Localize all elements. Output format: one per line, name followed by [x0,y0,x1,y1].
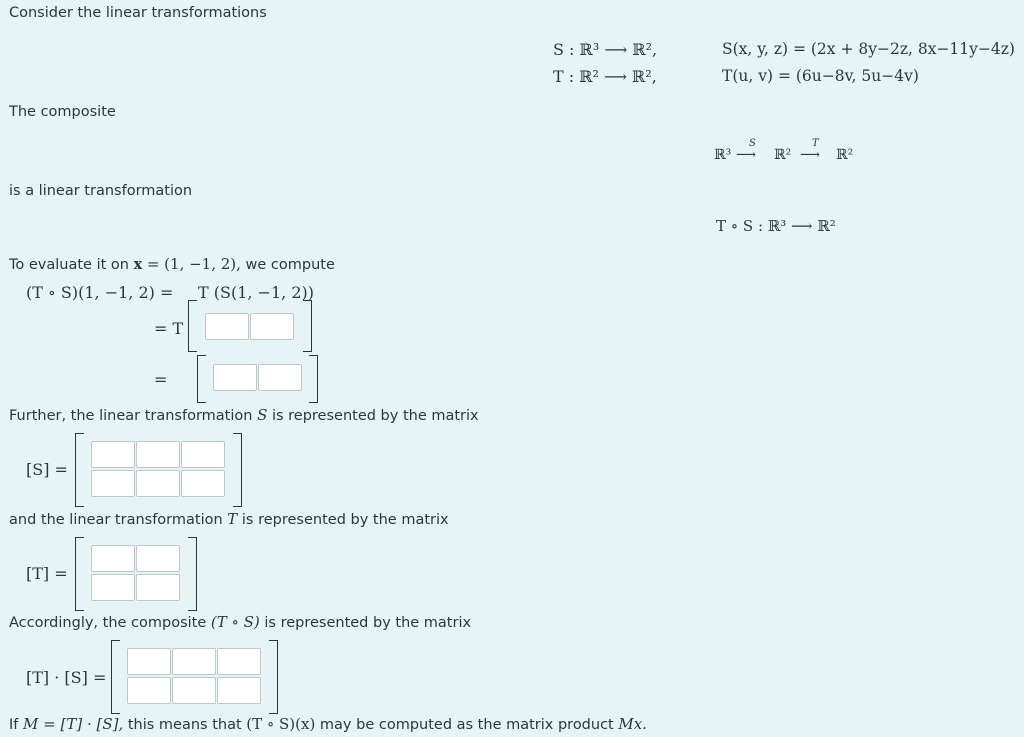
ts-matrix-cell[interactable] [127,677,171,704]
intro-text: Consider the linear transformations [9,5,267,21]
ts-matrix-input[interactable] [218,678,260,703]
t-matrix-label: [T] = [26,564,68,583]
s-eval-input-1[interactable] [206,314,248,339]
s-symbol: S [257,406,268,424]
t-matrix-cell[interactable] [91,545,135,572]
evaluate-point: = (1, −1, 2), [146,255,241,273]
comp-symbol: (T ∘ S) [210,613,260,631]
ts-eval-input-1[interactable] [214,365,256,390]
s-matrix-label: [S] = [26,460,68,479]
eq-label: = [154,370,168,389]
left-bracket [75,433,84,507]
t-matrix-cell[interactable] [136,545,180,572]
composite-map: T ∘ S : ℝ³ ⟶ ℝ² [716,217,836,235]
right-bracket [303,300,312,352]
ts-matrix-cell[interactable] [217,677,261,704]
s-eval-cell-1[interactable] [205,313,249,340]
t-matrix-tail: is represented by the matrix [241,512,449,528]
s-matrix-input[interactable] [137,442,179,467]
right-bracket [269,640,278,714]
final-line [9,715,647,733]
t-matrix-input[interactable] [92,575,134,600]
diagram-arrow-1: ⟶ [736,147,757,163]
t-matrix-cell[interactable] [136,574,180,601]
final-tail: may be computed as the matrix product [319,717,614,733]
final-prefix: If [9,717,19,733]
x-vector: x [133,256,143,273]
final-middle: this means that [127,717,242,733]
s-matrix-input[interactable] [137,471,179,496]
ts-matrix-cell[interactable] [172,648,216,675]
ts-matrix-cell[interactable] [127,648,171,675]
diagram-r2-a: ℝ² [774,147,792,163]
s-matrix-cell[interactable] [91,470,135,497]
t-symbol: T [227,510,238,528]
comp-text: Accordingly, the composite [9,615,207,631]
s-matrix-input[interactable] [92,442,134,467]
evaluate-lhs: (T ∘ S)(1, −1, 2) = [26,283,174,302]
s-matrix-cell[interactable] [136,441,180,468]
eq-t-label: = T [154,319,184,338]
diagram-arrow-2: ⟶ [800,147,821,163]
composite-label: The composite [9,104,116,120]
ts-eval-cell-2[interactable] [258,364,302,391]
comp-matrix-line [9,613,471,631]
ts-eval-input-2[interactable] [259,365,301,390]
s-matrix-cell[interactable] [136,470,180,497]
s-eval-input-2[interactable] [251,314,293,339]
right-bracket [309,355,318,403]
diagram-r3: ℝ³ [714,147,732,163]
left-bracket [188,300,197,352]
diagram-s-label: S [749,138,756,149]
t-definition: T(u, v) = (6u−8v, 5u−4v) [722,67,919,85]
t-matrix-input[interactable] [92,546,134,571]
ts-matrix-input[interactable] [173,678,215,703]
ts-matrix-label: [T] · [S] = [26,668,107,687]
composition-diagram [714,138,864,168]
s-matrix-input[interactable] [182,471,224,496]
right-bracket [188,537,197,611]
s-matrix-tail: is represented by the matrix [271,408,479,424]
ts-matrix-cell[interactable] [172,677,216,704]
s-matrix-cell[interactable] [91,441,135,468]
ts-matrix-cell[interactable] [217,648,261,675]
evaluate-suffix: we compute [245,257,335,273]
is-linear-text: is a linear transformation [9,183,193,199]
diagram-r2-b: ℝ² [836,147,854,163]
t-matrix-text: and the linear transformation [9,512,223,528]
t-map: T : ℝ² ⟶ ℝ², [553,67,657,86]
s-matrix-line [9,406,479,424]
s-map: S : ℝ³ ⟶ ℝ², [553,40,658,59]
evaluate-prefix: To evaluate it on [9,257,129,273]
ts-matrix-input[interactable] [128,678,170,703]
s-matrix-input[interactable] [182,442,224,467]
s-matrix-text: Further, the linear transformation [9,408,253,424]
left-bracket [75,537,84,611]
left-bracket [197,355,206,403]
final-expr: M = [T] · [S], [23,715,124,733]
evaluate-rhs: T (S(1, −1, 2)) [198,283,314,302]
s-definition: S(x, y, z) = (2x + 8y−2z, 8x−11y−4z) [722,40,1015,58]
final-tsx: (T ∘ S)(x) [246,715,316,733]
t-matrix-input[interactable] [137,546,179,571]
s-matrix-cell[interactable] [181,470,225,497]
s-matrix-cell[interactable] [181,441,225,468]
t-matrix-cell[interactable] [91,574,135,601]
evaluate-line [9,255,335,273]
ts-eval-cell-1[interactable] [213,364,257,391]
left-bracket [111,640,120,714]
right-bracket [233,433,242,507]
final-mx: Mx. [618,715,647,733]
t-matrix-input[interactable] [137,575,179,600]
s-matrix-input[interactable] [92,471,134,496]
s-eval-cell-2[interactable] [250,313,294,340]
t-matrix-line [9,510,449,528]
ts-matrix-input[interactable] [173,649,215,674]
ts-matrix-input[interactable] [128,649,170,674]
comp-tail: is represented by the matrix [264,615,472,631]
ts-matrix-input[interactable] [218,649,260,674]
diagram-t-label: T [812,138,819,149]
